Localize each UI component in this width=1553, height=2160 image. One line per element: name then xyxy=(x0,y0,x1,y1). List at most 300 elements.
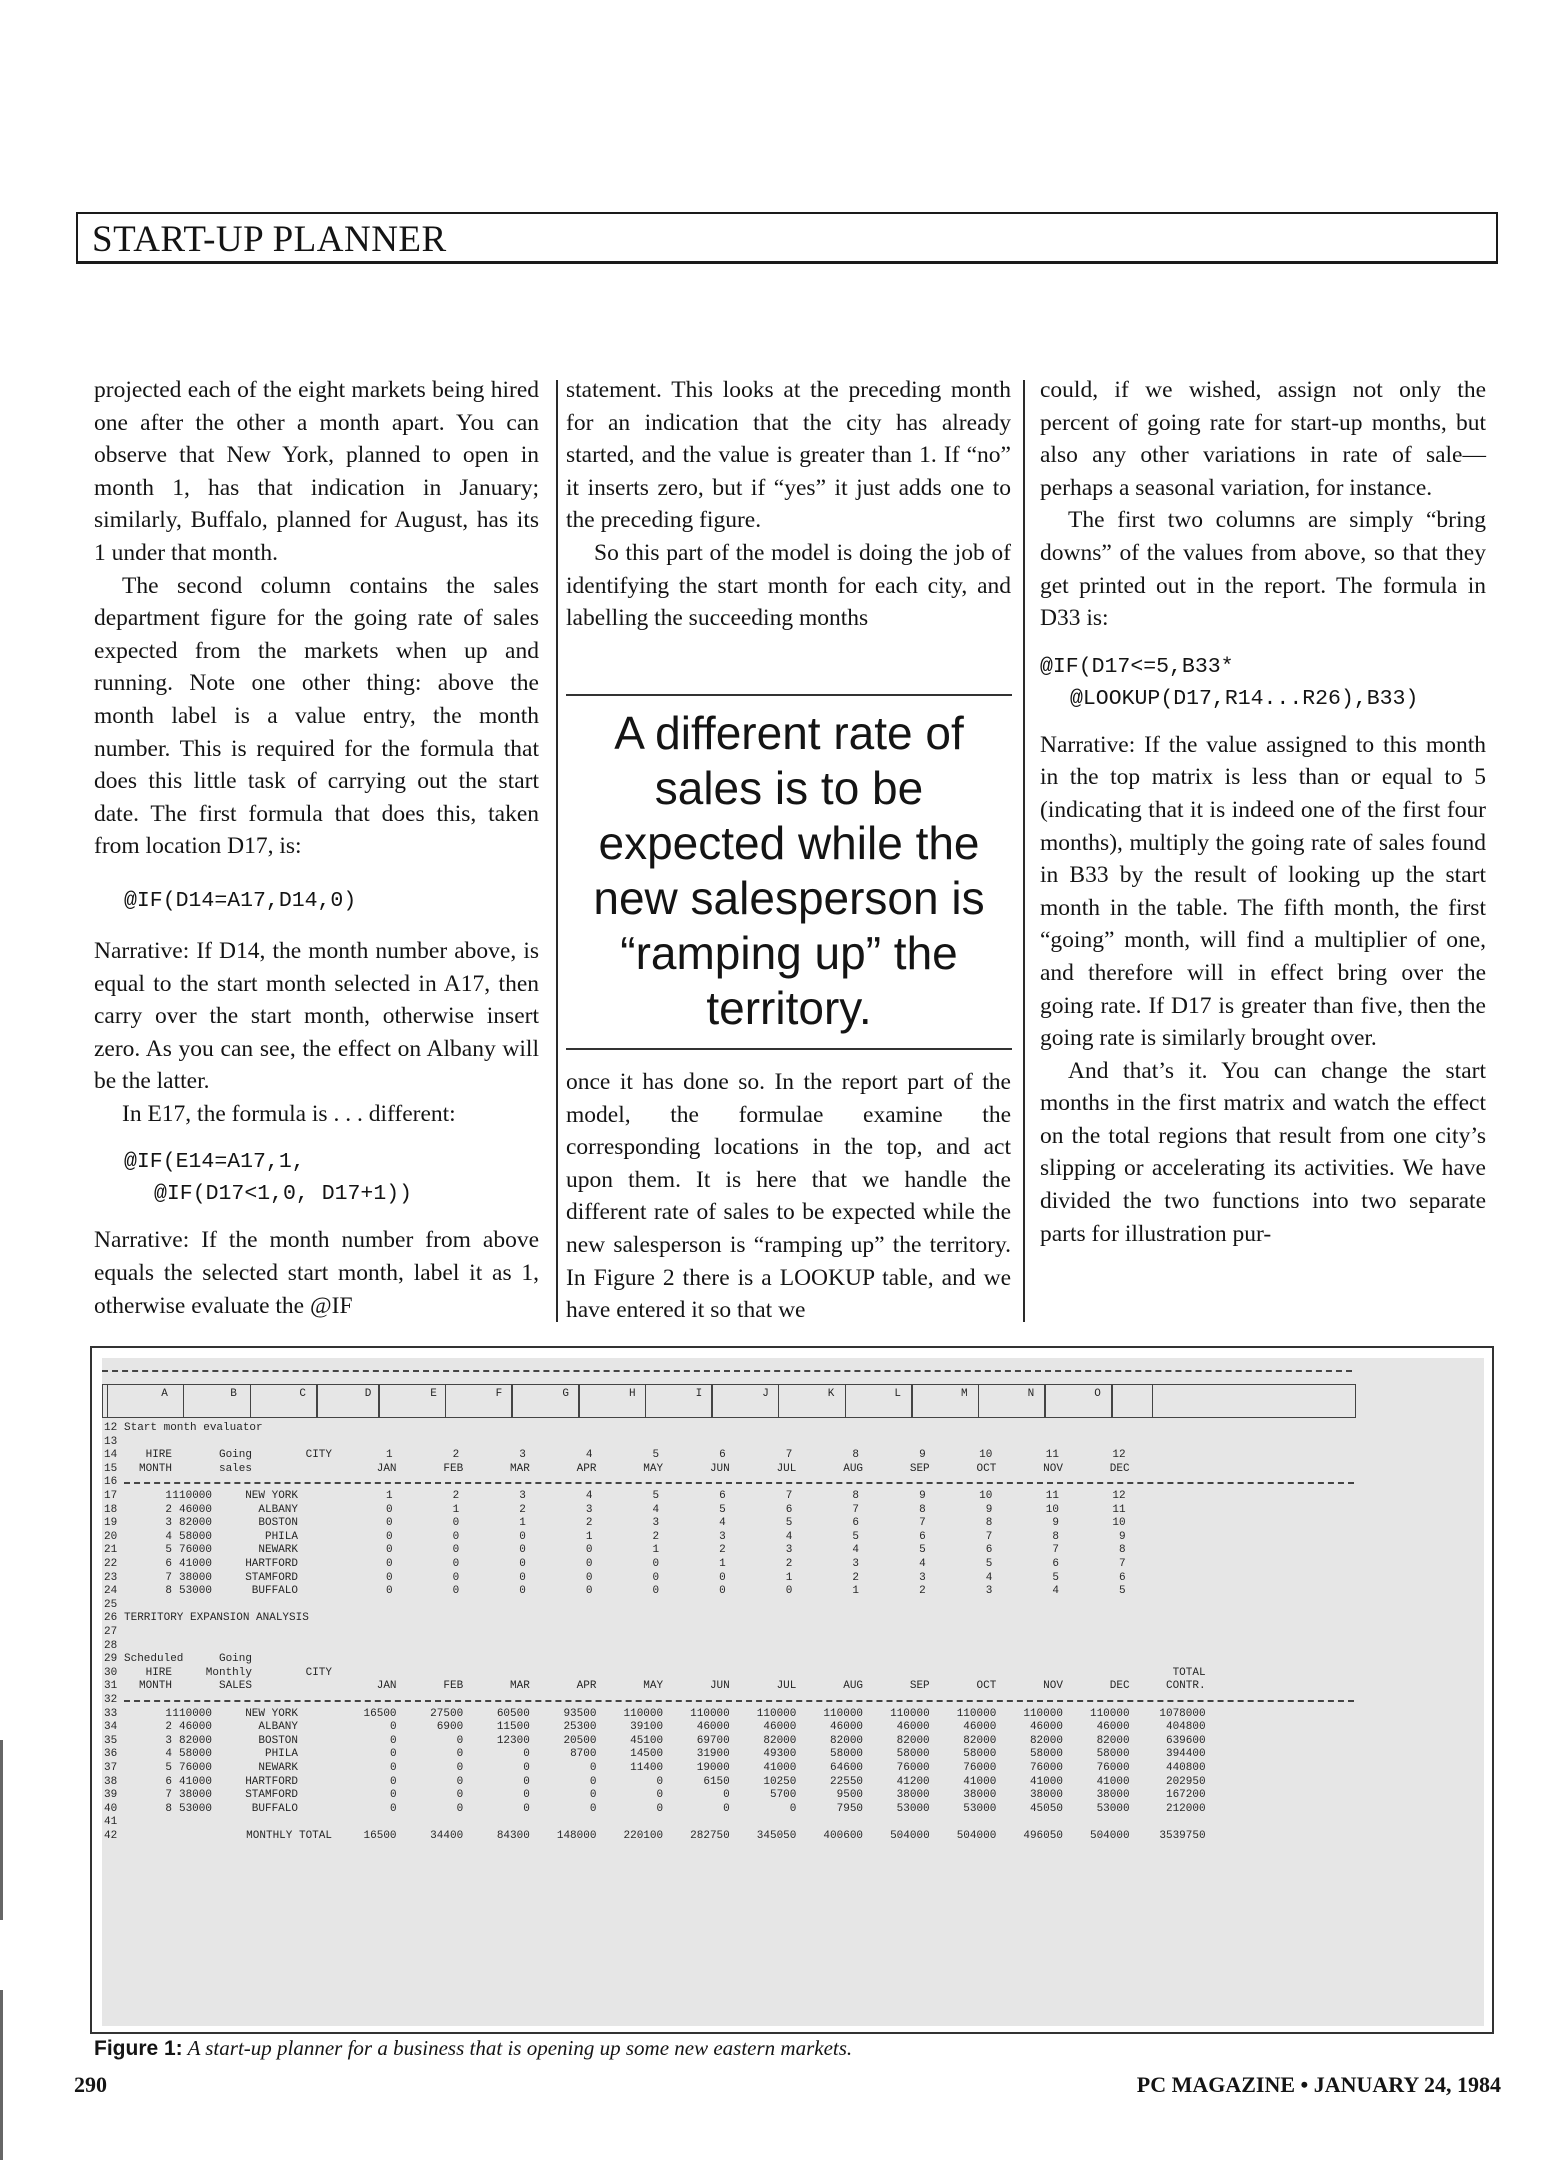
report-value: 0 xyxy=(523,1802,530,1815)
start-value: 0 xyxy=(652,1558,660,1570)
report-value: 46000 xyxy=(1096,1721,1130,1734)
row-number: 24 xyxy=(104,1585,118,1598)
report-value: 76000 xyxy=(1096,1762,1130,1774)
hire-month: 6 xyxy=(165,1558,172,1570)
month-label: JUL xyxy=(776,1680,797,1693)
start-value: 0 xyxy=(385,1503,393,1516)
start-value: 6 xyxy=(919,1530,926,1543)
report-value: 0 xyxy=(389,1721,397,1734)
right-column xyxy=(1040,374,1486,1250)
start-value: 2 xyxy=(785,1558,793,1570)
month-number: 9 xyxy=(919,1449,926,1462)
start-value: 0 xyxy=(452,1571,460,1584)
going-sales: 76000 xyxy=(178,1762,212,1774)
right-code-line-1: @IF(D17<=5,B33* xyxy=(1040,654,1234,679)
start-value: 5 xyxy=(852,1530,860,1543)
report-value: 0 xyxy=(589,1802,597,1815)
month-number: 4 xyxy=(585,1449,593,1462)
right-code xyxy=(1040,651,1486,715)
month-label: FEB xyxy=(443,1680,464,1693)
month-label: JAN xyxy=(376,1680,397,1693)
start-value: 7 xyxy=(985,1530,993,1543)
month-number: 7 xyxy=(785,1449,793,1462)
start-value: 0 xyxy=(585,1571,593,1584)
report-value: 110000 xyxy=(890,1707,930,1720)
report-value: 11500 xyxy=(496,1721,530,1734)
column-letter: N xyxy=(1027,1388,1035,1400)
report-value: 0 xyxy=(389,1734,397,1747)
start-value: 0 xyxy=(385,1530,393,1543)
start-value: 10 xyxy=(1045,1503,1059,1516)
row-32-divider xyxy=(124,1700,1354,1702)
month-label: MAY xyxy=(643,1462,664,1475)
start-value: 7 xyxy=(785,1490,793,1502)
report-value: 0 xyxy=(589,1762,597,1774)
report-value: 110000 xyxy=(1089,1707,1130,1720)
report-value: 0 xyxy=(456,1748,464,1761)
city-name: PHILA xyxy=(264,1748,298,1761)
report-value: 7950 xyxy=(836,1802,864,1815)
report-value: 38000 xyxy=(1096,1789,1130,1802)
report-value: 110000 xyxy=(1023,1707,1063,1720)
start-value: 7 xyxy=(1118,1558,1126,1570)
report-value: 0 xyxy=(456,1802,464,1815)
start-value: 1 xyxy=(719,1558,726,1570)
middle-para-1: statement. This looks at the preceding month for an indication that the city has already started, and the value is greater than 1. If “no” it inserts zero, but if “yes” it just adds one to the preceding figure. xyxy=(566,377,1011,534)
report-value: 0 xyxy=(789,1802,797,1815)
header-hire: HIRE xyxy=(145,1666,172,1679)
sheet-top-border xyxy=(102,1370,1352,1372)
report-value: 639600 xyxy=(1165,1734,1206,1747)
start-value: 2 xyxy=(852,1571,860,1584)
row-number: 26 xyxy=(104,1612,118,1625)
column-letter: L xyxy=(894,1388,901,1400)
start-value: 3 xyxy=(519,1490,526,1502)
report-value: 58000 xyxy=(963,1748,997,1761)
header-month: MONTH xyxy=(138,1680,172,1693)
city-name: BOSTON xyxy=(258,1734,298,1747)
start-value: 0 xyxy=(519,1544,526,1557)
start-value: 2 xyxy=(585,1517,593,1530)
report-value: 49300 xyxy=(763,1748,797,1761)
report-value: 0 xyxy=(456,1789,464,1802)
month-number: 11 xyxy=(1045,1449,1059,1462)
start-value: 1 xyxy=(585,1530,593,1543)
start-value: 7 xyxy=(852,1503,860,1516)
report-value: 58000 xyxy=(830,1748,864,1761)
start-value: 4 xyxy=(785,1530,793,1543)
row-number: 38 xyxy=(104,1775,118,1788)
start-value: 10 xyxy=(979,1490,993,1502)
start-value: 2 xyxy=(452,1490,460,1502)
month-label: JUL xyxy=(776,1462,797,1475)
start-value: 3 xyxy=(585,1503,593,1516)
report-value: 110000 xyxy=(756,1707,797,1720)
report-value: 82000 xyxy=(763,1734,797,1747)
start-value: 2 xyxy=(919,1585,926,1598)
report-value: 0 xyxy=(523,1775,530,1788)
start-value: 9 xyxy=(1118,1530,1126,1543)
start-value: 6 xyxy=(852,1517,860,1530)
report-value: 82000 xyxy=(1029,1734,1063,1747)
header-sales: SALES xyxy=(218,1680,252,1693)
header-divider xyxy=(250,1384,252,1418)
report-value: 11400 xyxy=(630,1762,664,1774)
going-sales: 38000 xyxy=(178,1789,212,1802)
monthly-total-value: 84300 xyxy=(496,1830,530,1842)
column-letter: G xyxy=(562,1388,569,1400)
month-label: AUG xyxy=(843,1680,864,1693)
monthly-total-value: 400600 xyxy=(823,1830,864,1842)
start-value: 1 xyxy=(519,1517,526,1530)
going-sales: 82000 xyxy=(178,1734,212,1747)
start-value: 5 xyxy=(1118,1585,1126,1598)
column-letter: E xyxy=(430,1388,437,1400)
report-value: 0 xyxy=(656,1775,664,1788)
report-value: 0 xyxy=(456,1775,464,1788)
city-name: BOSTON xyxy=(258,1517,298,1530)
column-rule-left xyxy=(556,380,558,1322)
report-value: 53000 xyxy=(896,1802,930,1815)
hire-month: 8 xyxy=(165,1585,172,1598)
monthly-total-value: 220100 xyxy=(623,1830,664,1842)
report-value: 0 xyxy=(389,1775,397,1788)
start-value: 0 xyxy=(519,1571,526,1584)
header-contr: CONTR. xyxy=(1165,1680,1206,1693)
city-name: NEW YORK xyxy=(245,1707,298,1720)
header-going: Going xyxy=(218,1653,252,1666)
city-name: HARTFORD xyxy=(245,1558,298,1570)
start-value: 3 xyxy=(785,1544,793,1557)
start-value: 2 xyxy=(719,1544,726,1557)
monthly-total-value: 504000 xyxy=(890,1830,930,1842)
right-para-2: The first two columns are simply “bring downs” of the values from above, so that they get printed out in the report. The formula in D33 is: xyxy=(1040,507,1486,632)
report-value: 38000 xyxy=(1029,1789,1063,1802)
start-value: 0 xyxy=(385,1544,393,1557)
month-label: APR xyxy=(576,1462,597,1475)
start-value: 0 xyxy=(719,1585,726,1598)
going-sales: 110000 xyxy=(172,1490,212,1502)
month-label: NOV xyxy=(1043,1462,1063,1475)
report-value: 110000 xyxy=(623,1707,664,1720)
report-value: 53000 xyxy=(1096,1802,1130,1815)
section-title: TERRITORY EXPANSION ANALYSIS xyxy=(124,1612,309,1625)
column-rule-right xyxy=(1023,380,1025,1322)
header-city: CITY xyxy=(305,1666,332,1679)
header-monthly: Monthly xyxy=(205,1666,252,1679)
row-number: 18 xyxy=(104,1503,118,1516)
start-value: 5 xyxy=(652,1490,660,1502)
month-label: SEP xyxy=(909,1680,930,1693)
hire-month: 2 xyxy=(165,1503,172,1516)
row-number: 37 xyxy=(104,1762,118,1774)
header-month: MONTH xyxy=(138,1462,172,1475)
report-value: 64600 xyxy=(830,1762,864,1774)
report-value: 110000 xyxy=(690,1707,730,1720)
month-number: 1 xyxy=(385,1449,393,1462)
report-value: 76000 xyxy=(896,1762,930,1774)
caption-label: Figure 1: xyxy=(94,2037,183,2060)
month-label: OCT xyxy=(976,1462,997,1475)
going-sales: 76000 xyxy=(178,1544,212,1557)
report-value: 5700 xyxy=(769,1789,797,1802)
month-label: NOV xyxy=(1043,1680,1063,1693)
month-label: DEC xyxy=(1109,1462,1130,1475)
start-value: 0 xyxy=(385,1585,393,1598)
hire-month: 7 xyxy=(165,1571,172,1584)
report-value: 46000 xyxy=(696,1721,730,1734)
hire-month: 1 xyxy=(165,1490,172,1502)
figure-1 xyxy=(90,1346,1494,2034)
scan-edge-mark xyxy=(0,1990,3,2160)
report-value: 6900 xyxy=(436,1721,464,1734)
monthly-total-value: 3539750 xyxy=(1159,1830,1206,1842)
left-code-1: @IF(D14=A17,D14,0) xyxy=(124,888,357,913)
row-16-divider xyxy=(124,1482,1354,1484)
report-value: 9500 xyxy=(836,1789,864,1802)
city-name: STAMFORD xyxy=(245,1789,298,1802)
hire-month: 1 xyxy=(165,1707,172,1720)
header-total: TOTAL xyxy=(1172,1666,1206,1679)
header-city: CITY xyxy=(305,1449,332,1462)
report-value: 45050 xyxy=(1029,1802,1063,1815)
report-value: 82000 xyxy=(896,1734,930,1747)
row-number: 34 xyxy=(104,1721,118,1734)
report-value: 212000 xyxy=(1165,1802,1206,1815)
caption-text: A start-up planner for a business that is opening up some new eastern markets. xyxy=(187,2036,853,2060)
start-value: 0 xyxy=(585,1558,593,1570)
city-name: ALBANY xyxy=(258,1721,298,1734)
month-number: 2 xyxy=(452,1449,460,1462)
start-value: 7 xyxy=(1052,1544,1059,1557)
report-value: 0 xyxy=(389,1762,397,1774)
report-value: 0 xyxy=(523,1789,530,1802)
hire-month: 6 xyxy=(165,1775,172,1788)
monthly-total-value: 148000 xyxy=(556,1830,597,1842)
start-value: 9 xyxy=(919,1490,926,1502)
report-value: 46000 xyxy=(1029,1721,1063,1734)
start-value: 8 xyxy=(852,1490,860,1502)
going-sales: 41000 xyxy=(178,1558,212,1570)
row-number: 21 xyxy=(104,1544,118,1557)
start-value: 3 xyxy=(852,1558,860,1570)
left-para-4: In E17, the formula is . . . different: xyxy=(122,1100,456,1127)
report-value: 0 xyxy=(523,1762,530,1774)
month-number: 5 xyxy=(652,1449,660,1462)
report-value: 58000 xyxy=(1096,1748,1130,1761)
figure-caption xyxy=(94,2036,852,2061)
city-name: NEW YORK xyxy=(245,1490,298,1502)
hire-month: 2 xyxy=(165,1721,172,1734)
start-value: 3 xyxy=(652,1517,660,1530)
row-number: 42 xyxy=(104,1830,118,1842)
report-value: 76000 xyxy=(1029,1762,1063,1774)
report-value: 440800 xyxy=(1165,1762,1206,1774)
month-number: 8 xyxy=(852,1449,860,1462)
start-value: 11 xyxy=(1112,1503,1126,1516)
report-value: 0 xyxy=(389,1789,397,1802)
spreadsheet-printout xyxy=(102,1358,1484,2026)
row-number: 17 xyxy=(104,1490,118,1502)
row-number: 40 xyxy=(104,1802,118,1815)
report-value: 41000 xyxy=(763,1762,797,1774)
report-value: 22550 xyxy=(830,1775,864,1788)
going-sales: 41000 xyxy=(178,1775,212,1788)
hire-month: 3 xyxy=(165,1517,172,1530)
start-value: 0 xyxy=(385,1571,393,1584)
column-letter: O xyxy=(1094,1388,1101,1400)
total-label: MONTHLY TOTAL xyxy=(246,1830,332,1842)
monthly-total-value: 504000 xyxy=(1089,1830,1130,1842)
report-value: 69700 xyxy=(696,1734,730,1747)
start-value: 11 xyxy=(1045,1490,1059,1502)
report-value: 14500 xyxy=(630,1748,664,1761)
report-value: 394400 xyxy=(1165,1748,1206,1761)
report-value: 31900 xyxy=(696,1748,730,1761)
row-number: 22 xyxy=(104,1558,118,1570)
report-value: 60500 xyxy=(496,1707,530,1720)
report-value: 0 xyxy=(389,1802,397,1815)
report-value: 41000 xyxy=(1096,1775,1130,1788)
row-number: 14 xyxy=(104,1449,118,1462)
left-para-2: The second column contains the sales department figure for the going rate of sales expected from the markets when up and running. Note one other thing: above the month label is a value entry, the month number. This is required for the formula that does this little task of carrying out the start date. The first formula that does this, taken from location D17, is: xyxy=(94,572,539,860)
start-value: 4 xyxy=(985,1571,993,1584)
monthly-total-value: 34400 xyxy=(430,1830,464,1842)
report-value: 76000 xyxy=(963,1762,997,1774)
left-para-5: Narrative: If the month number from above equals the selected start month, label it as 1, otherwise evaluate the @IF xyxy=(94,1227,539,1319)
report-value: 45100 xyxy=(630,1734,664,1747)
row-number: 30 xyxy=(104,1666,118,1679)
section-title: Scheduled xyxy=(124,1653,184,1666)
report-value: 10250 xyxy=(763,1775,797,1788)
month-label: MAY xyxy=(643,1680,664,1693)
start-value: 5 xyxy=(919,1544,926,1557)
month-label: SEP xyxy=(909,1462,930,1475)
month-number: 10 xyxy=(979,1449,993,1462)
month-label: JUN xyxy=(709,1680,730,1693)
city-name: HARTFORD xyxy=(245,1775,298,1788)
report-value: 20500 xyxy=(563,1734,597,1747)
report-value: 167200 xyxy=(1165,1789,1206,1802)
start-value: 5 xyxy=(1052,1571,1059,1584)
start-value: 4 xyxy=(719,1517,726,1530)
row-number: 13 xyxy=(104,1435,118,1448)
hire-month: 4 xyxy=(165,1530,172,1543)
start-value: 3 xyxy=(985,1585,993,1598)
start-value: 4 xyxy=(1052,1585,1059,1598)
start-value: 3 xyxy=(719,1530,726,1543)
start-value: 9 xyxy=(1052,1517,1059,1530)
monthly-total-value: 496050 xyxy=(1023,1830,1063,1842)
city-name: BUFFALO xyxy=(251,1802,298,1815)
report-value: 39100 xyxy=(630,1721,664,1734)
header-sales: sales xyxy=(218,1462,252,1475)
right-code-line-2: @LOOKUP(D17,R14...R26),B33) xyxy=(1070,686,1419,711)
row-number: 31 xyxy=(104,1680,118,1693)
middle-para-2: So this part of the model is doing the job of identifying the start month for each city, and labelling the succeeding months xyxy=(566,539,1011,632)
start-value: 0 xyxy=(452,1558,460,1570)
month-label: MAR xyxy=(510,1462,530,1475)
start-value: 8 xyxy=(1052,1530,1059,1543)
right-para-4: And that’s it. You can change the start months in the first matrix and watch the effect on the total regions that result from one city’s slipping or accelerating its activities. We have divided the two functions into two separate parts for illustration pur- xyxy=(1040,1057,1486,1247)
report-value: 41200 xyxy=(896,1775,930,1788)
hire-month: 5 xyxy=(165,1762,172,1774)
start-value: 6 xyxy=(719,1490,726,1502)
report-value: 58000 xyxy=(1029,1748,1063,1761)
monthly-total-value: 345050 xyxy=(756,1830,797,1842)
start-value: 5 xyxy=(719,1503,726,1516)
start-value: 5 xyxy=(985,1558,993,1570)
column-letter: B xyxy=(230,1388,237,1400)
report-value: 0 xyxy=(456,1734,464,1747)
report-value: 46000 xyxy=(763,1721,797,1734)
start-value: 9 xyxy=(985,1503,993,1516)
report-value: 0 xyxy=(523,1748,530,1761)
row-number: 25 xyxy=(104,1598,118,1611)
monthly-total-value: 16500 xyxy=(363,1830,397,1842)
report-value: 0 xyxy=(389,1748,397,1761)
header-divider xyxy=(107,1384,109,1418)
month-label: MAR xyxy=(510,1680,530,1693)
city-name: NEWARK xyxy=(258,1762,298,1774)
start-value: 8 xyxy=(919,1503,926,1516)
report-value: 93500 xyxy=(563,1707,597,1720)
city-name: NEWARK xyxy=(258,1544,298,1557)
month-label: JAN xyxy=(376,1462,397,1475)
start-value: 4 xyxy=(652,1503,660,1516)
report-value: 53000 xyxy=(963,1802,997,1815)
report-value: 41000 xyxy=(1029,1775,1063,1788)
row-number: 12 xyxy=(104,1422,118,1434)
start-value: 0 xyxy=(385,1517,393,1530)
column-letter: M xyxy=(960,1388,968,1400)
start-value: 1 xyxy=(852,1585,860,1598)
start-value: 12 xyxy=(1112,1490,1126,1502)
row-number: 41 xyxy=(104,1816,118,1829)
report-value: 202950 xyxy=(1165,1775,1206,1788)
start-value: 0 xyxy=(519,1530,526,1543)
month-number: 6 xyxy=(719,1449,726,1462)
hire-month: 7 xyxy=(165,1789,172,1802)
left-para-1: projected each of the eight markets being hired one after the other a month apart. You can observe that New York, planned to open in month 1, has that indication in January; similarly, Buffalo, planned for August, has its 1 under that month. xyxy=(94,377,539,566)
report-value: 8700 xyxy=(570,1748,597,1761)
header-divider xyxy=(1152,1384,1154,1418)
month-label: JUN xyxy=(709,1462,730,1475)
start-value: 6 xyxy=(785,1503,793,1516)
hire-month: 8 xyxy=(165,1802,172,1815)
start-value: 0 xyxy=(785,1585,793,1598)
report-value: 82000 xyxy=(1096,1734,1130,1747)
report-value: 25300 xyxy=(563,1721,597,1734)
start-value: 4 xyxy=(852,1544,860,1557)
start-value: 5 xyxy=(785,1517,793,1530)
hire-month: 3 xyxy=(165,1734,172,1747)
start-value: 1 xyxy=(652,1544,660,1557)
city-name: ALBANY xyxy=(258,1503,298,1516)
report-value: 82000 xyxy=(963,1734,997,1747)
start-value: 1 xyxy=(452,1503,460,1516)
going-sales: 58000 xyxy=(178,1748,212,1761)
start-value: 1 xyxy=(785,1571,793,1584)
report-value: 46000 xyxy=(963,1721,997,1734)
column-letter: J xyxy=(762,1388,769,1400)
right-para-3: Narrative: If the value assigned to this month in the top matrix is less than or equal to 5 (indicating that it is indeed one of the first four months), multiply the going rate of sales found in B33 by the result of looking up the start month in the table. The fifth month, the first “going” month, will find a multiplier of one, and therefore will in effect bring over the going rate. If D17 is greater than five, then the going rate is similarly brought over. xyxy=(1040,731,1486,1052)
month-label: DEC xyxy=(1109,1680,1130,1693)
hire-month: 5 xyxy=(165,1544,172,1557)
start-value: 0 xyxy=(452,1530,460,1543)
start-value: 0 xyxy=(452,1585,460,1598)
middle-column-top xyxy=(566,374,1011,635)
